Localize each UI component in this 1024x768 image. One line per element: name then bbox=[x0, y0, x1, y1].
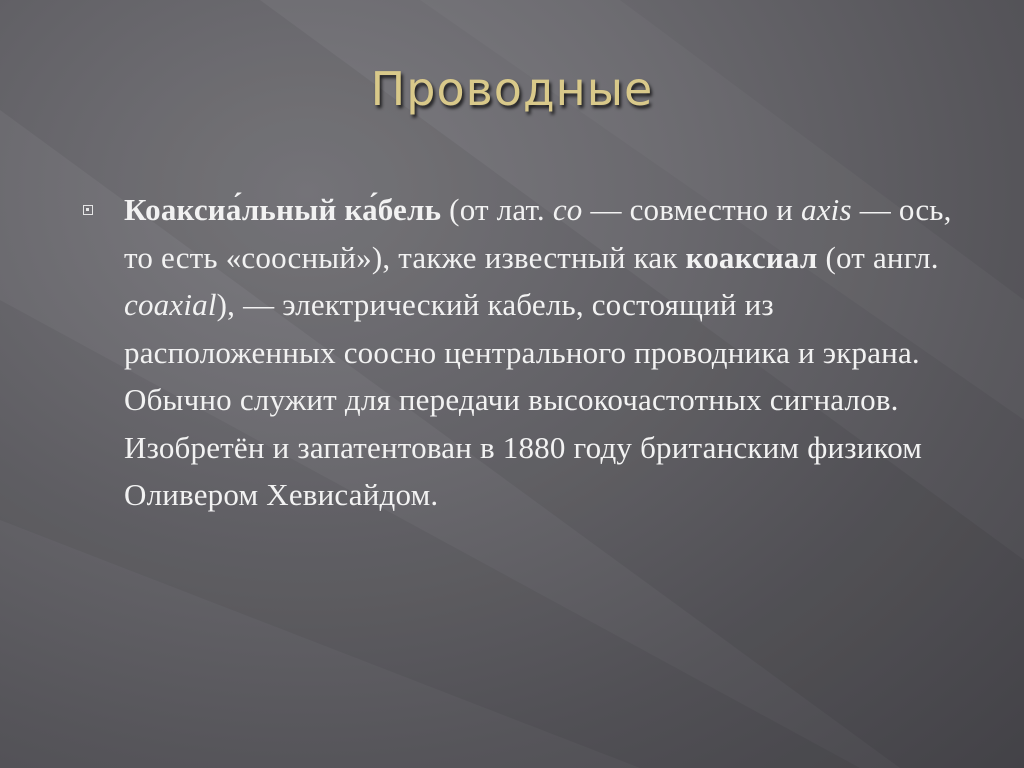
slide-title: Проводные bbox=[370, 62, 654, 116]
english-coaxial: coaxial bbox=[124, 287, 217, 322]
term-bold: Коаксиа́льный ка́бель bbox=[124, 192, 442, 227]
text-segment-3: — ось, то есть «соосный»), также известный как bbox=[124, 192, 952, 275]
bullet-paragraph bbox=[124, 186, 959, 519]
latin-co: co bbox=[552, 192, 583, 227]
text-segment-5: ), — электрический кабель, состоящий из расположенных соосно центрального проводника и экрана. Обычно служит для передачи высокочастотных сигналов. Изобретён и запатентован в 1880 году британским физиком Оливером Хевисайдом. bbox=[124, 287, 923, 512]
latin-axis: axis bbox=[801, 192, 852, 227]
square-bullet-icon bbox=[83, 205, 93, 215]
alt-term-bold: коаксиал bbox=[685, 239, 818, 275]
text-segment-1: (от лат. bbox=[441, 192, 553, 227]
text-segment-4: (от англ. bbox=[817, 239, 939, 275]
text-segment-2: — совместно и bbox=[582, 192, 802, 227]
